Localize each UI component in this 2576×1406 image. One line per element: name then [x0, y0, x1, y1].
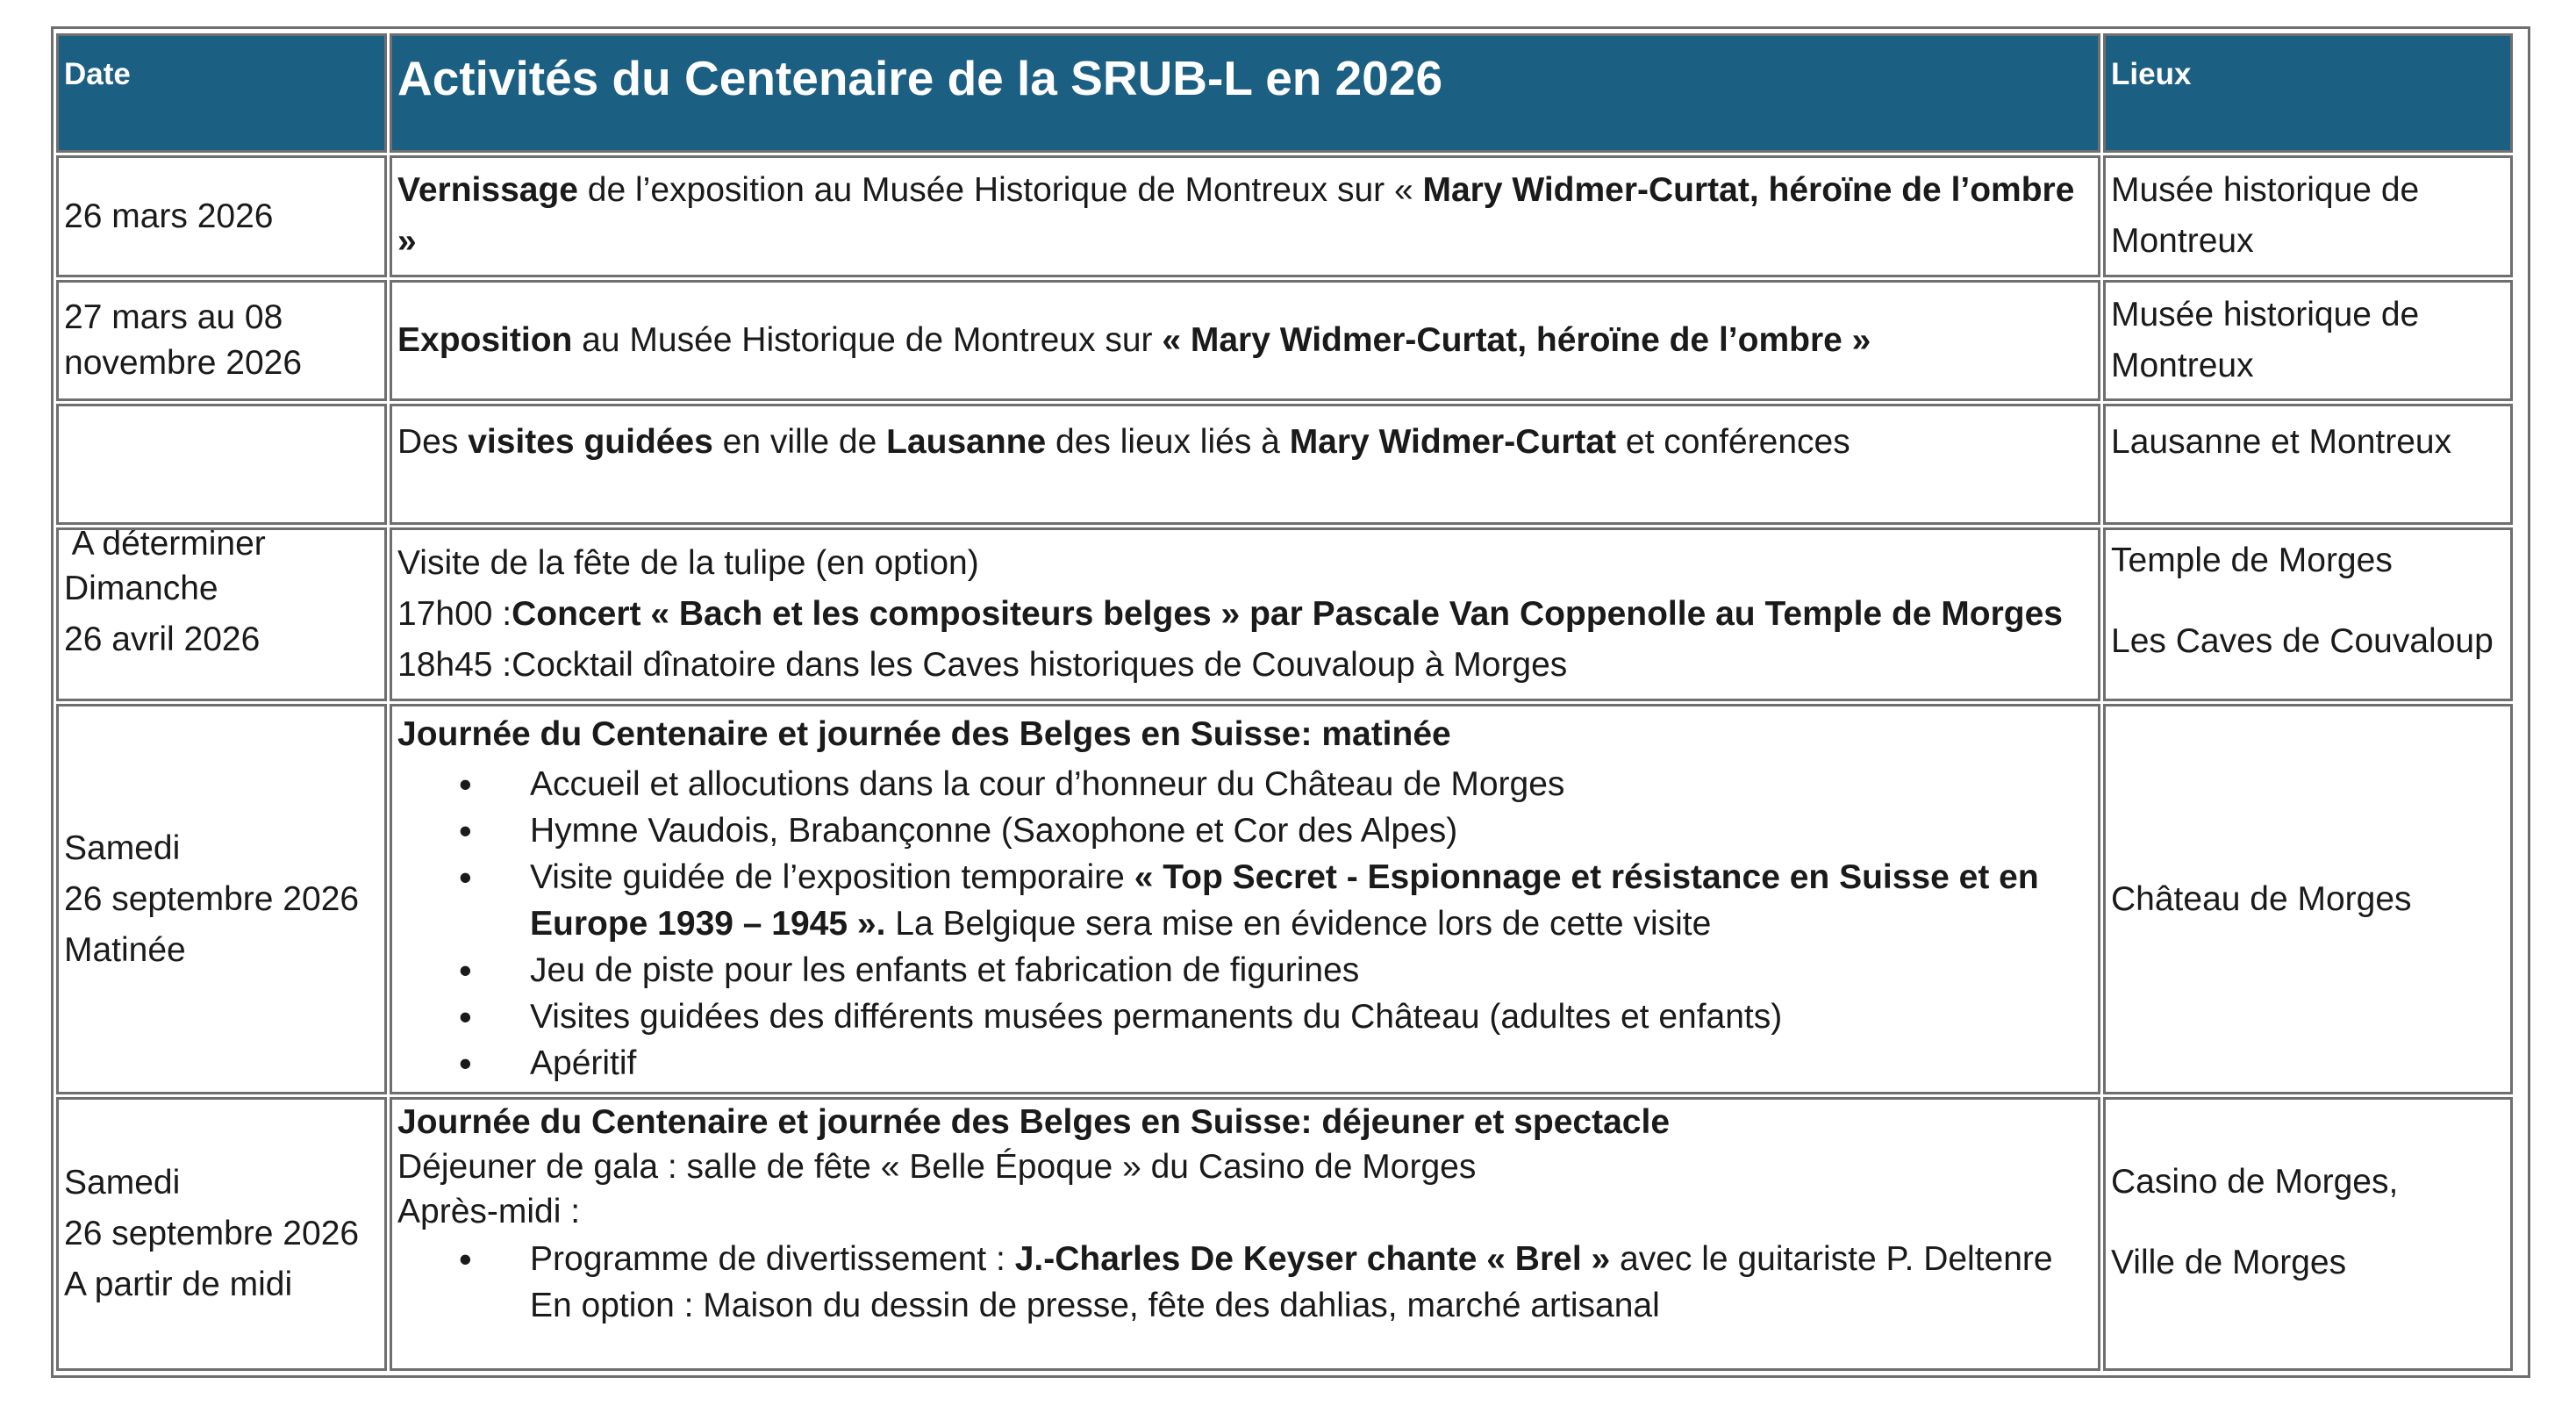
row6-bullet-line2: En option : Maison du dessin de presse, fête des dahlias, marché artisanal: [530, 1287, 1660, 1324]
row5-activity: [390, 704, 2100, 1094]
row1-date-line: 26 mars 2026: [64, 197, 274, 235]
row3-place-line: Lausanne et Montreux: [2111, 423, 2452, 461]
list-item: • Visites guidées des différents musées permanents du Château (adultes et enfants): [397, 994, 2093, 1040]
row6-heading: Journée du Centenaire et journée des Belges en Suisse: déjeuner et spectacle: [397, 1103, 1671, 1141]
row6-line2: Après-midi :: [397, 1193, 581, 1230]
row1-activity: [390, 155, 2100, 277]
row6-place-line1: Casino de Morges,: [2111, 1163, 2399, 1201]
row4-place-line1: Temple de Morges: [2111, 542, 2393, 579]
list-item: • Hymne Vaudois, Brabançonne (Saxophone et Cor des Alpes): [397, 807, 2093, 854]
header-title: [390, 33, 2100, 153]
row1-place: [2103, 155, 2513, 277]
row2-activity-bold: « Mary Widmer-Curtat, héroïne de l’ombre »: [1162, 321, 1871, 359]
row2-activity-lead: Exposition: [397, 321, 573, 359]
row3-t1: Des: [397, 423, 469, 461]
row3-t3: des lieux liés à: [1046, 423, 1290, 461]
row2-activity-text: au Musée Historique de Montreux sur: [572, 321, 1163, 359]
row3-b2: Lausanne: [886, 423, 1047, 461]
row5-date-line1: Samedi: [64, 829, 181, 867]
row2-place-line2: Montreux: [2111, 347, 2254, 384]
row2-date: [56, 280, 387, 401]
row6-bullet-tail: avec le guitariste P. Deltenre: [1610, 1240, 2053, 1278]
row5-heading: Journée du Centenaire et journée des Belges en Suisse: matinée: [397, 715, 1451, 753]
row3-t4: et conférences: [1616, 423, 1850, 461]
row2-place: [2103, 280, 2513, 401]
list-item: • Apéritif: [397, 1040, 2093, 1087]
row1-place-line2: Montreux: [2111, 222, 2254, 260]
row6-date-line3: A partir de midi: [64, 1266, 293, 1303]
row4-line3: 18h45 :Cocktail dînatoire dans les Caves historiques de Couvaloup à Morges: [397, 646, 1568, 684]
row6-place-line2: Ville de Morges: [2111, 1244, 2347, 1281]
row1-date: [56, 155, 387, 277]
row4-line2-bold: Concert « Bach et les compositeurs belges » par Pascale Van Coppenolle au Temple de Morges: [512, 595, 2063, 633]
list-item: [397, 1236, 2093, 1329]
row5-place: [2103, 704, 2513, 1094]
row6-date: [56, 1097, 387, 1371]
row6-bullet-text: Programme de divertissement :: [530, 1240, 1015, 1278]
row4-date: [56, 527, 387, 701]
row5-date-line2: 26 septembre 2026: [64, 879, 360, 918]
row3-date-line: A déterminer: [64, 525, 266, 563]
header-lieux: [2103, 33, 2513, 153]
row4-place-line2: Les Caves de Couvaloup: [2111, 622, 2494, 660]
row5-date-line3: Matinée: [64, 930, 186, 969]
row6-activity: [390, 1097, 2100, 1371]
row6-place: [2103, 1097, 2513, 1371]
row2-place-line1: Musée historique de: [2111, 296, 2420, 334]
row5-bullet3-text: Visite guidée de l’exposition temporaire: [530, 858, 1134, 896]
row1-activity-bold: Mary Widmer-Curtat, héroïne de l’ombre »: [397, 171, 2075, 260]
header-date: [56, 33, 387, 153]
list-item: • Accueil et allocutions dans la cour d’honneur du Château de Morges: [397, 761, 2093, 807]
row4-line2-time: 17h00 :: [397, 595, 512, 633]
row2-date-line1: 27 mars au 08: [64, 298, 283, 336]
row3-place: [2103, 404, 2513, 525]
row3-date: [56, 404, 387, 563]
header-date-label: Date: [64, 57, 131, 91]
header-lieux-label: Lieux: [2111, 57, 2192, 91]
row5-bullet3-bold: « Top Secret - Espionnage et résistance en Suisse et en Europe 1939 – 1945 ».: [530, 858, 2039, 943]
row2-date-line2: novembre 2026: [64, 344, 303, 382]
row1-activity-lead: Vernissage: [397, 171, 578, 209]
row4-date-line1: Dimanche: [64, 570, 218, 607]
row3-t2: en ville de: [712, 423, 887, 461]
row6-bullet-bold: J.-Charles De Keyser chante « Brel »: [1014, 1240, 1611, 1278]
row4-activity: [390, 527, 2100, 701]
row4-line1: Visite de la fête de la tulipe (en option): [397, 544, 979, 582]
list-item: [397, 854, 2093, 947]
row6-date-line1: Samedi: [64, 1164, 181, 1202]
row6-bullet-list: [397, 1236, 2093, 1329]
row3-activity: [390, 404, 2100, 525]
row4-place: [2103, 527, 2513, 701]
table-title: Activités du Centenaire de la SRUB-L en 2026: [397, 51, 1443, 105]
row3-b1: visites guidées: [468, 423, 713, 461]
row5-date: [56, 704, 387, 1094]
row5-place-line: Château de Morges: [2111, 879, 2412, 918]
row3-b3: Mary Widmer-Curtat: [1289, 423, 1617, 461]
row6-line1: Déjeuner de gala : salle de fête « Belle Époque » du Casino de Morges: [397, 1148, 1477, 1186]
row2-activity: [390, 280, 2100, 401]
row1-activity-text: de l’exposition au Musée Historique de Montreux sur «: [577, 171, 1423, 209]
row6-date-line2: 26 septembre 2026: [64, 1215, 360, 1252]
list-item: • Jeu de piste pour les enfants et fabrication de figurines: [397, 947, 2093, 994]
row5-bullet3-tail: La Belgique sera mise en évidence lors de cette visite: [885, 905, 1712, 943]
row4-date-line2: 26 avril 2026: [64, 621, 261, 658]
row5-bullet-list: [397, 761, 2093, 1087]
row1-place-line1: Musée historique de: [2111, 171, 2420, 209]
